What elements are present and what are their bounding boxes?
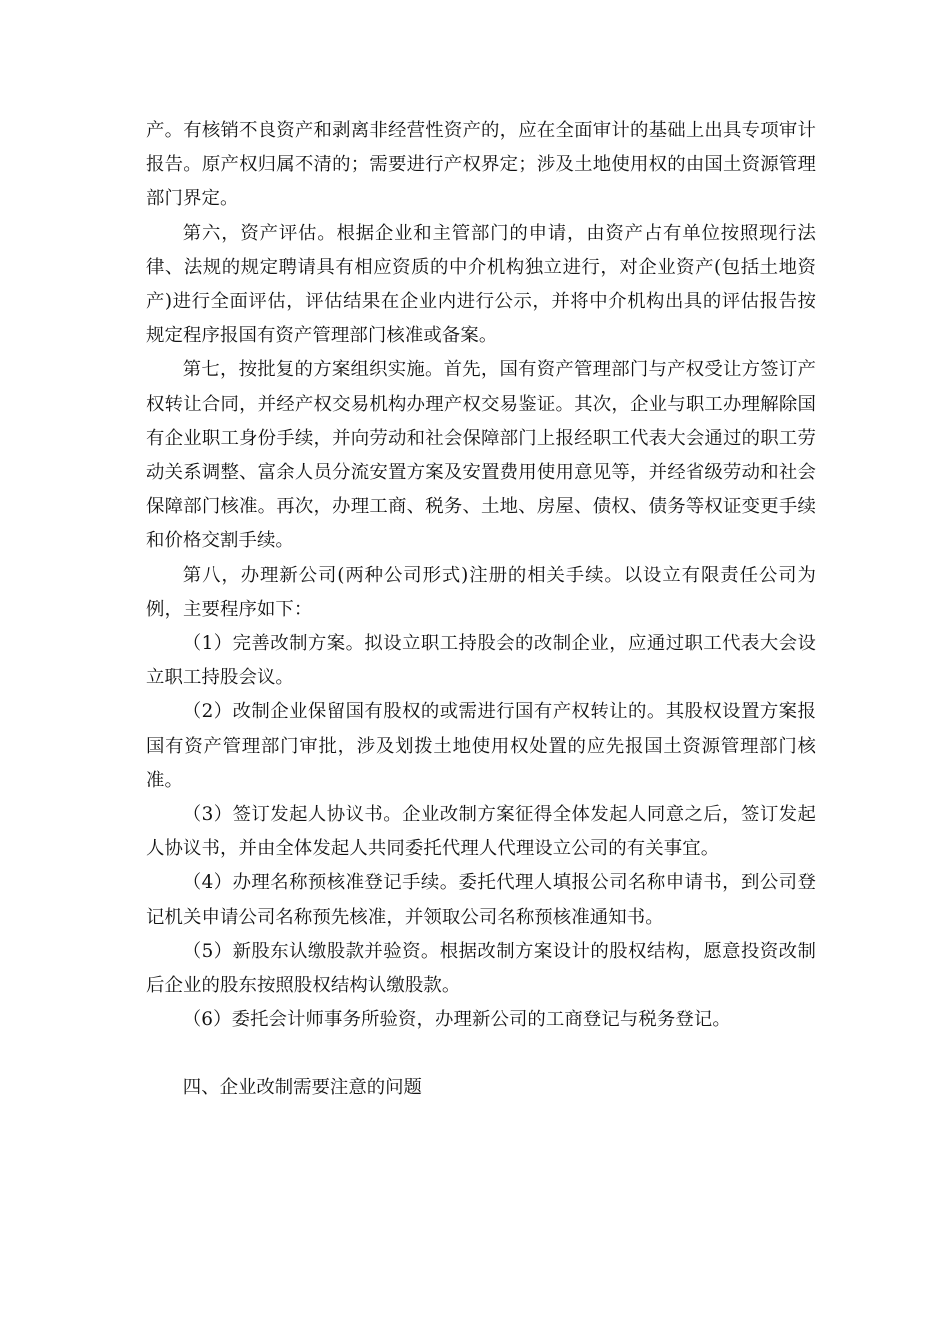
list-item-6: （6）委托会计师事务所验资，办理新公司的工商登记与税务登记。 [182,1009,731,1031]
list-item-2: （2）改制企业保留国有股权的或需进行国有产权转让的。其股权设置方案报国有资产管理部门审批，涉及划拨土地使用权处置的应先报国土资源管理部门核准。 [146,701,816,791]
list-item-3: （3）签订发起人协议书。企业改制方案征得全体发起人同意之后，签订发起人协议书，并由全体发起人共同委托代理人代理设立公司的有关事宜。 [146,804,816,860]
paragraph-continuation: 产。有核销不良资产和剥离非经营性资产的，应在全面审计的基础上出具专项审计报告。原产权归属不清的；需要进行产权界定；涉及土地使用权的由国土资源管理部门界定。 [146,120,816,210]
list-item-5: （5）新股东认缴股款并验资。根据改制方案设计的股权结构，愿意投资改制后企业的股东按照股权结构认缴股款。 [146,940,816,997]
paragraph-seventh-implementation: 第七，按批复的方案组织实施。首先，国有资产管理部门与产权受让方签订产权转让合同，并经产权交易机构办理产权交易鉴证。其次，企业与职工办理解除国有企业职工身份手续，并向劳动和社会保障部门上报经职工代表大会通过的职工劳动关系调整、富余人员分流安置方案及安置费用使用意见等，并经省级劳动和社会保障部门核准。再次，办理工商、税务、土地、房屋、债权、债务等权证变更手续和价格交割手续。 [146,359,816,552]
paragraph-eighth-registration: 第八，办理新公司(两种公司形式)注册的相关手续。以设立有限责任公司为例，主要程序如下： [146,564,816,620]
list-item-4: （4）办理名称预核准登记手续。委托代理人填报公司名称申请书，到公司登记机关申请公司名称预先核准，并领取公司名称预核准通知书。 [146,872,816,928]
paragraph-sixth-asset-evaluation: 第六，资产评估。根据企业和主管部门的申请，由资产占有单位按照现行法律、法规的规定聘请具有相应资质的中介机构独立进行，对企业资产(包括土地资产)进行全面评估，评估结果在企业内进行公示，并将中介机构出具的评估报告按规定程序报国有资产管理部门核准或备案。 [146,222,816,347]
document-page [146,114,816,1106]
list-item-1: （1）完善改制方案。拟设立职工持股会的改制企业，应通过职工代表大会设立职工持股会议。 [146,633,816,689]
section-heading: 四、企业改制需要注意的问题 [182,1077,422,1099]
